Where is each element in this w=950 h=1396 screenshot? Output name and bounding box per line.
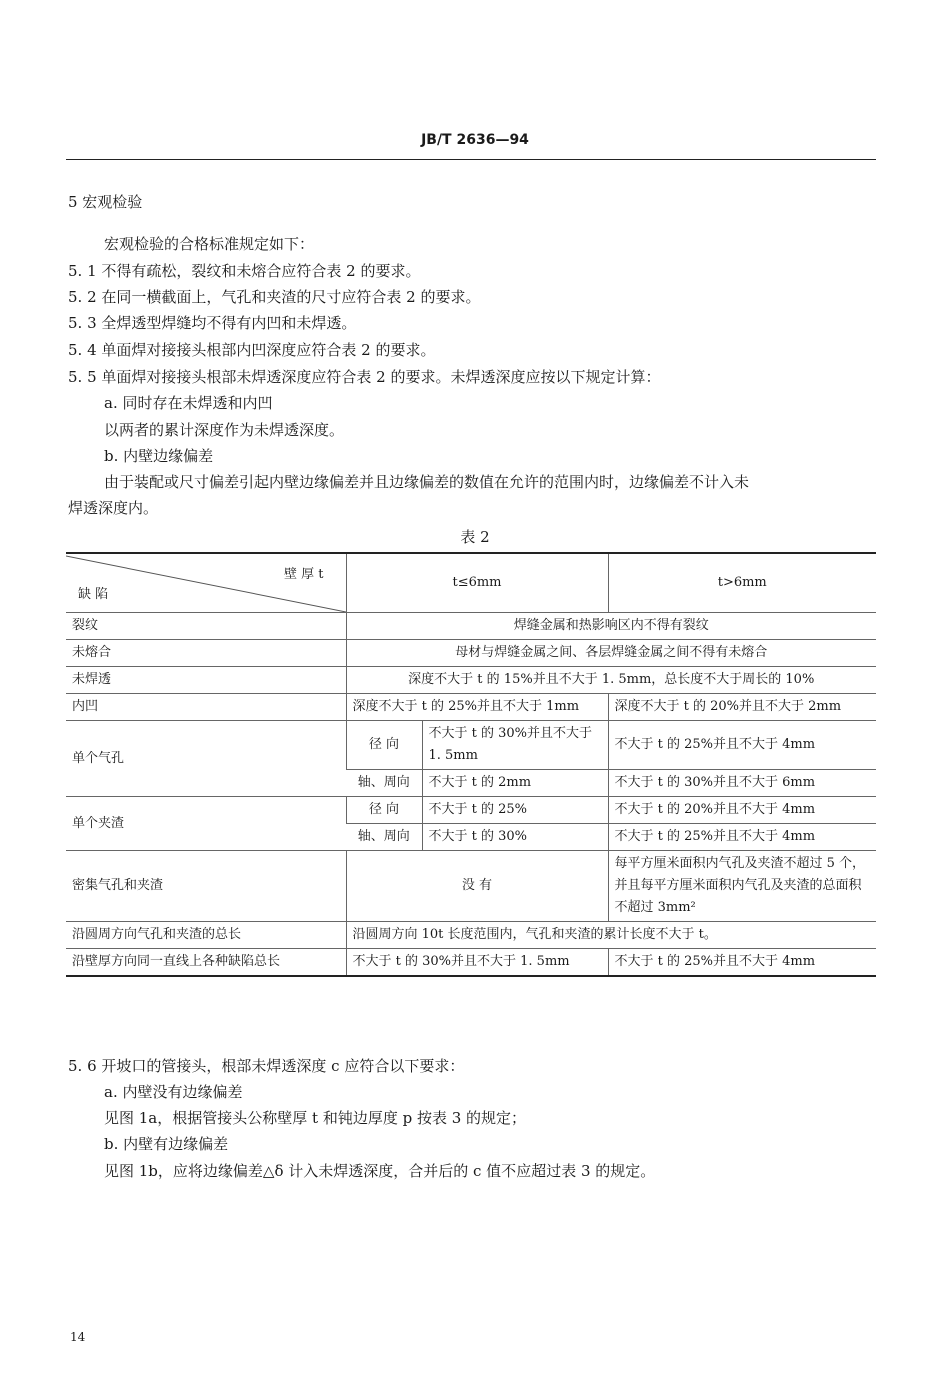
section-5-title: 5 宏观检验	[68, 193, 143, 211]
header-t-le-6mm: t≤6mm	[346, 553, 608, 613]
clause-5-6-b-label: b. 内壁有边缘偏差	[104, 1135, 229, 1153]
clause-5-6-a-text: 见图 1a，根据管接头公称壁厚 t 和钝边厚度 p 按表 3 的规定；	[104, 1109, 527, 1127]
clause-5-6: 5. 6 开坡口的管接头，根部未焊透深度 c 应符合以下要求：	[68, 1057, 465, 1075]
slag-axial-le: 不大于 t 的 30%	[422, 824, 608, 851]
row-value-circumferential-length: 沿圆周方向 10t 长度范围内，气孔和夹渣的累计长度不大于 t。	[346, 922, 876, 949]
row-value-lack-of-fusion: 母材与焊缝金属之间、各层焊缝金属之间不得有未熔合	[346, 640, 876, 667]
table-2	[66, 552, 876, 977]
diagonal-header-cell	[66, 553, 346, 613]
table-row	[66, 640, 876, 667]
header-rule	[66, 159, 876, 160]
clause-5-5-a-label: a. 同时存在未焊透和内凹	[104, 394, 273, 412]
row-label-incomplete-penetration: 未焊透	[66, 667, 346, 694]
table-row	[66, 613, 876, 640]
table-row	[66, 721, 876, 770]
row-value-through-thickness-gt: 不大于 t 的 25%并且不大于 4mm	[608, 949, 876, 977]
table-row	[66, 667, 876, 694]
slag-axial-gt: 不大于 t 的 25%并且不大于 4mm	[608, 824, 876, 851]
clause-5-5-b-text-1: 由于装配或尺寸偏差引起内壁边缘偏差并且边缘偏差的数值在允许的范围内时，边缘偏差不计入未	[104, 473, 750, 491]
document-code: JB/T 2636—94	[421, 132, 529, 148]
row-label-single-pore: 单个气孔	[66, 721, 346, 797]
slag-radial-le: 不大于 t 的 25%	[422, 797, 608, 824]
row-label-through-thickness: 沿壁厚方向同一直线上各种缺陷总长	[66, 949, 346, 977]
header-wall-thickness: 壁 厚 t	[284, 567, 324, 582]
clause-5-6-b-text: 见图 1b，应将边缘偏差△δ 计入未焊透深度，合并后的 c 值不应超过表 3 的规定。	[104, 1162, 656, 1180]
clause-5-6-a-label: a. 内壁没有边缘偏差	[104, 1083, 243, 1101]
table-row	[66, 851, 876, 922]
table-row	[66, 949, 876, 977]
pore-radial-gt: 不大于 t 的 25%并且不大于 4mm	[608, 721, 876, 770]
table-2-title: 表 2	[460, 528, 490, 546]
row-value-concavity-le: 深度不大于 t 的 25%并且不大于 1mm	[346, 694, 608, 721]
clause-5-5-b-text-2: 焊透深度内。	[68, 499, 159, 517]
row-value-incomplete-penetration: 深度不大于 t 的 15%并且不大于 1. 5mm，总长度不大于周长的 10%	[346, 667, 876, 694]
row-value-concavity-gt: 深度不大于 t 的 20%并且不大于 2mm	[608, 694, 876, 721]
row-value-through-thickness-le: 不大于 t 的 30%并且不大于 1. 5mm	[346, 949, 608, 977]
page-number: 14	[70, 1330, 86, 1344]
row-label-crack: 裂纹	[66, 613, 346, 640]
row-value-clustered-gt: 每平方厘米面积内气孔及夹渣不超过 5 个，并且每平方厘米面积内气孔及夹渣的总面积不超过 3mm²	[608, 851, 876, 922]
table-header-row	[66, 553, 876, 613]
table-row	[66, 694, 876, 721]
row-label-circumferential-length: 沿圆周方向气孔和夹渣的总长	[66, 922, 346, 949]
clause-5-4: 5. 4 单面焊对接接头根部内凹深度应符合表 2 的要求。	[68, 341, 436, 359]
pore-axial-gt: 不大于 t 的 30%并且不大于 6mm	[608, 770, 876, 797]
sub-label-axial: 轴、周向	[346, 824, 422, 851]
section-5-intro: 宏观检验的合格标准规定如下：	[104, 235, 315, 253]
row-label-lack-of-fusion: 未熔合	[66, 640, 346, 667]
row-value-clustered-le: 没 有	[346, 851, 608, 922]
slag-radial-gt: 不大于 t 的 20%并且不大于 4mm	[608, 797, 876, 824]
sub-label-radial: 径 向	[346, 721, 422, 770]
sub-label-axial: 轴、周向	[346, 770, 422, 797]
row-label-concavity: 内凹	[66, 694, 346, 721]
clause-5-1: 5. 1 不得有疏松，裂纹和未熔合应符合表 2 的要求。	[68, 262, 421, 280]
clause-5-5: 5. 5 单面焊对接接头根部未焊透深度应符合表 2 的要求。未焊透深度应按以下规定计算：	[68, 368, 661, 386]
row-value-crack: 焊缝金属和热影响区内不得有裂纹	[346, 613, 876, 640]
row-label-single-slag: 单个夹渣	[66, 797, 346, 851]
clause-5-5-a-text: 以两者的累计深度作为未焊透深度。	[104, 421, 345, 439]
pore-axial-le: 不大于 t 的 2mm	[422, 770, 608, 797]
table-row	[66, 922, 876, 949]
clause-5-3: 5. 3 全焊透型焊缝均不得有内凹和未焊透。	[68, 314, 357, 332]
table-row	[66, 797, 876, 824]
row-label-clustered-pores: 密集气孔和夹渣	[66, 851, 346, 922]
pore-radial-le: 不大于 t 的 30%并且不大于 1. 5mm	[422, 721, 608, 770]
clause-5-5-b-label: b. 内壁边缘偏差	[104, 447, 214, 465]
header-t-gt-6mm: t>6mm	[608, 553, 876, 613]
sub-label-radial: 径 向	[346, 797, 422, 824]
header-defect: 缺 陷	[78, 587, 109, 602]
clause-5-2: 5. 2 在同一横截面上，气孔和夹渣的尺寸应符合表 2 的要求。	[68, 288, 481, 306]
